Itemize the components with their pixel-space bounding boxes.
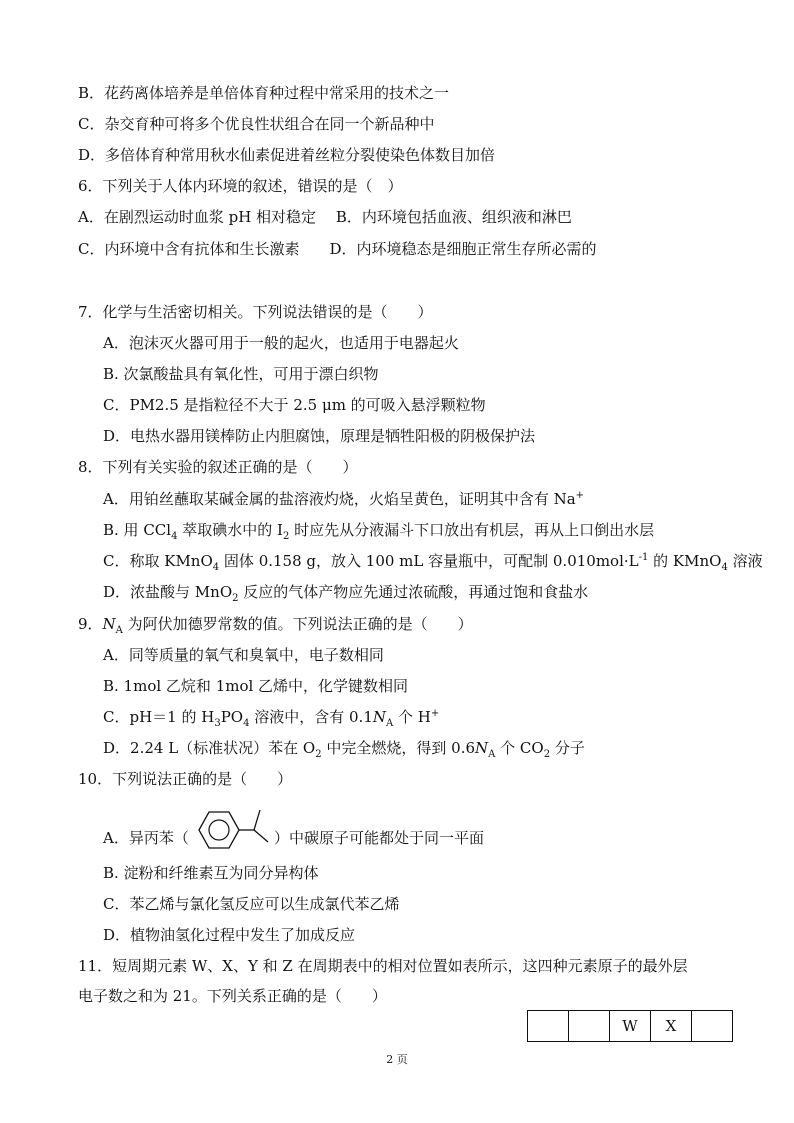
page-number: 2 页 <box>386 1053 408 1066</box>
q7-option-b: B. 次氯酸盐具有氧化性，可用于漂白织物 <box>103 365 379 383</box>
q9-stem: 9．$N_A$ 为阿伏加德罗常数的值。下列说法正确的是（ ） <box>78 615 473 636</box>
table-cell <box>692 1011 733 1042</box>
benzene-ring <box>199 812 239 848</box>
q7-option-c: C．PM2.5 是指粒径不大于 2.5 μm 的可吸入悬浮颗粒物 <box>103 396 486 414</box>
q9-option-a: A．同等质量的氧气和臭氧中，电子数相同 <box>103 646 384 664</box>
table-cell-w: W <box>610 1011 651 1042</box>
q6-options-cd: C．内环境中含有抗体和生长激素 D．内环境稳态是细胞正常生存所必需的 <box>78 240 597 258</box>
benzene-aromatic-circle <box>209 820 229 840</box>
q8-stem: 8．下列有关实验的叙述正确的是（ ） <box>78 458 358 476</box>
q10-option-c: C．苯乙烯与氯化氢反应可以生成氯代苯乙烯 <box>103 895 400 913</box>
periodic-position-table <box>527 1010 733 1042</box>
q7-option-a: A．泡沫灭火器可用于一般的起火，也适用于电器起火 <box>103 334 459 352</box>
q9-option-d: D．2.24 L（标准状况）苯在 $O_2$ 中完全燃烧，得到 $0.6N_A$ 个 $CO_2$ 分子 <box>103 739 585 760</box>
q10-option-b: B. 淀粉和纤维素互为同分异构体 <box>103 864 319 882</box>
table-row <box>528 1011 733 1042</box>
q8-option-b: B. 用 CCl$_4$ 萃取碘水中的 $I_2$ 时应先从分液漏斗下口放出有机层，再从上口倒出水层 <box>103 521 655 542</box>
isopropylbenzene-structure <box>196 806 274 854</box>
q8-option-c: C．称取 KMnO$_4$ 固体 0.158 g，放入 100 mL 容量瓶中，可配制 $0.010mol\cdot L^{-1}$ 的 KMnO$_4$ 溶液 <box>103 552 763 573</box>
table-cell <box>569 1011 610 1042</box>
bond-methyl-2 <box>254 830 268 842</box>
q10-option-a-tail: ）中碳原子可能都处于同一平面 <box>274 829 485 847</box>
q8-option-d: D．浓盐酸与 MnO$_2$ 反应的气体产物应先通过浓硫酸，再通过饱和食盐水 <box>103 583 589 604</box>
isopropylbenzene-svg <box>196 806 274 854</box>
bond-methyl-1 <box>254 810 260 830</box>
table-cell-x: X <box>651 1011 692 1042</box>
q6-stem: 6．下列关于人体内环境的叙述，错误的是（ ） <box>78 177 403 195</box>
q5-option-d: D．多倍体育种常用秋水仙素促进着丝粒分裂使染色体数目加倍 <box>78 146 496 164</box>
q11-stem-line1: 11．短周期元素 W、X、Y 和 Z 在周期表中的相对位置如表所示，这四种元素原子的最外层 <box>78 957 688 975</box>
q10-option-a: A．异丙苯（ <box>103 829 189 847</box>
q7-stem: 7．化学与生活密切相关。下列说法错误的是（ ） <box>78 303 433 321</box>
q7-option-d: D．电热水器用镁棒防止内胆腐蚀，原理是牺牲阳极的阴极保护法 <box>103 427 536 445</box>
q9-option-b: B. 1mol 乙烷和 1mol 乙烯中，化学键数相同 <box>103 677 409 695</box>
q6-options-ab: A．在剧烈运动时血浆 pH 相对稳定 B．内环境包括血液、组织液和淋巴 <box>78 208 572 226</box>
table-cell <box>528 1011 569 1042</box>
q11-stem-line2: 电子数之和为 21。下列关系正确的是（ ） <box>78 987 387 1005</box>
q5-option-b: B．花药离体培养是单倍体育种过程中常采用的技术之一 <box>78 84 450 102</box>
q9-option-c: C．pH＝1 的 $H_3PO_4$ 溶液中，含有 $0.1N_A$ 个 H+ <box>103 708 440 729</box>
q5-option-c: C．杂交育种可将多个优良性状组合在同一个新品种中 <box>78 115 435 133</box>
q10-stem: 10．下列说法正确的是（ ） <box>78 770 293 788</box>
q8-option-a: A．用铂丝蘸取某碱金属的盐溶液灼烧，火焰呈黄色，证明其中含有 Na+ <box>103 490 585 508</box>
q10-option-d: D．植物油氢化过程中发生了加成反应 <box>103 926 356 944</box>
